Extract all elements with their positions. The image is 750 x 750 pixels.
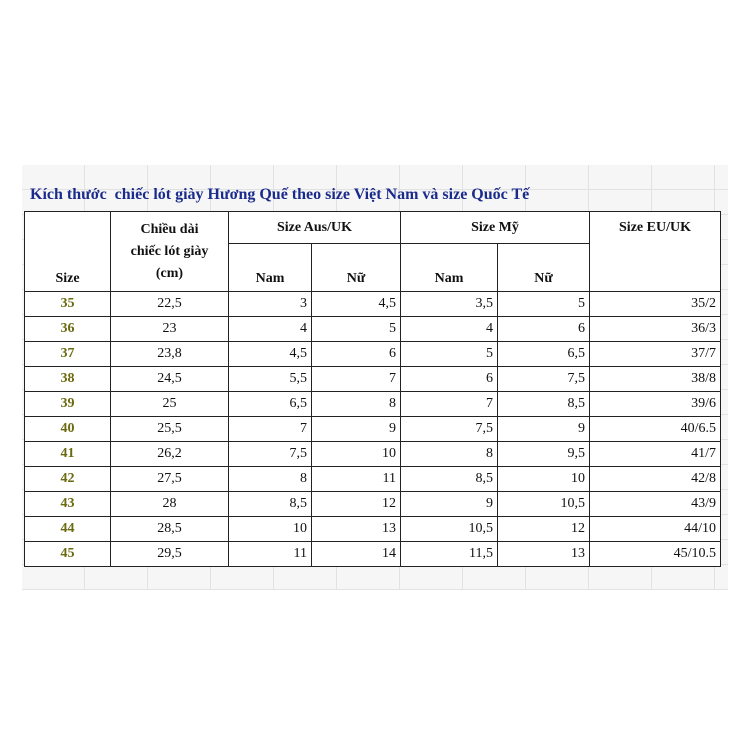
table-row [25, 317, 721, 342]
size-cell: 41 [25, 442, 111, 467]
my-nu-cell: 9 [498, 417, 590, 442]
aus-nam-cell: 10 [229, 517, 312, 542]
header-my-nam: Nam [401, 244, 498, 292]
header-size: Size [25, 212, 111, 292]
aus-nam-cell: 7,5 [229, 442, 312, 467]
length-cell: 25 [111, 392, 229, 417]
length-cell: 24,5 [111, 367, 229, 392]
size-cell: 36 [25, 317, 111, 342]
length-cell: 23,8 [111, 342, 229, 367]
eu-uk-cell: 39/6 [590, 392, 721, 417]
table-body [25, 292, 721, 567]
aus-nu-cell: 5 [312, 317, 401, 342]
my-nu-cell: 6,5 [498, 342, 590, 367]
aus-nam-cell: 5,5 [229, 367, 312, 392]
my-nu-cell: 9,5 [498, 442, 590, 467]
aus-nu-cell: 8 [312, 392, 401, 417]
aus-nam-cell: 7 [229, 417, 312, 442]
eu-uk-cell: 43/9 [590, 492, 721, 517]
my-nam-cell: 8 [401, 442, 498, 467]
my-nu-cell: 12 [498, 517, 590, 542]
aus-nu-cell: 4,5 [312, 292, 401, 317]
header-aus-nam: Nam [229, 244, 312, 292]
size-cell: 45 [25, 542, 111, 567]
aus-nam-cell: 8 [229, 467, 312, 492]
my-nu-cell: 13 [498, 542, 590, 567]
size-cell: 38 [25, 367, 111, 392]
size-cell: 44 [25, 517, 111, 542]
eu-uk-cell: 42/8 [590, 467, 721, 492]
my-nam-cell: 7,5 [401, 417, 498, 442]
aus-nam-cell: 8,5 [229, 492, 312, 517]
my-nam-cell: 10,5 [401, 517, 498, 542]
length-cell: 25,5 [111, 417, 229, 442]
header-length [111, 212, 229, 292]
my-nu-cell: 6 [498, 317, 590, 342]
length-cell: 28 [111, 492, 229, 517]
header-eu-uk: Size EU/UK [590, 212, 721, 292]
eu-uk-cell: 40/6.5 [590, 417, 721, 442]
my-nam-cell: 7 [401, 392, 498, 417]
my-nu-cell: 10,5 [498, 492, 590, 517]
eu-uk-cell: 35/2 [590, 292, 721, 317]
table-row [25, 292, 721, 317]
my-nu-cell: 10 [498, 467, 590, 492]
my-nam-cell: 3,5 [401, 292, 498, 317]
aus-nu-cell: 10 [312, 442, 401, 467]
my-nu-cell: 7,5 [498, 367, 590, 392]
table-row [25, 417, 721, 442]
aus-nu-cell: 7 [312, 367, 401, 392]
size-cell: 43 [25, 492, 111, 517]
size-cell: 35 [25, 292, 111, 317]
table-title: Kích thước chiếc lót giày Hương Quế theo size Việt Nam và size Quốc Tế [30, 186, 530, 203]
table-row [25, 467, 721, 492]
aus-nam-cell: 3 [229, 292, 312, 317]
aus-nu-cell: 11 [312, 467, 401, 492]
length-cell: 22,5 [111, 292, 229, 317]
table-row [25, 342, 721, 367]
aus-nu-cell: 14 [312, 542, 401, 567]
eu-uk-cell: 36/3 [590, 317, 721, 342]
my-nam-cell: 8,5 [401, 467, 498, 492]
table-header [25, 212, 721, 292]
table-row [25, 492, 721, 517]
eu-uk-cell: 45/10.5 [590, 542, 721, 567]
header-my-nu: Nữ [498, 244, 590, 292]
size-cell: 37 [25, 342, 111, 367]
aus-nu-cell: 9 [312, 417, 401, 442]
eu-uk-cell: 37/7 [590, 342, 721, 367]
length-cell: 26,2 [111, 442, 229, 467]
aus-nam-cell: 6,5 [229, 392, 312, 417]
length-cell: 29,5 [111, 542, 229, 567]
header-length-line3: (cm) [155, 265, 184, 281]
header-length-line2: chiếc lót giày [130, 243, 209, 259]
aus-nam-cell: 11 [229, 542, 312, 567]
my-nam-cell: 6 [401, 367, 498, 392]
my-nu-cell: 5 [498, 292, 590, 317]
size-chart-table [24, 211, 721, 567]
my-nam-cell: 9 [401, 492, 498, 517]
length-cell: 23 [111, 317, 229, 342]
header-aus-nu: Nữ [312, 244, 401, 292]
table-row [25, 367, 721, 392]
my-nam-cell: 11,5 [401, 542, 498, 567]
table-row [25, 442, 721, 467]
table-row [25, 392, 721, 417]
table-row [25, 542, 721, 567]
length-cell: 28,5 [111, 517, 229, 542]
table-row [25, 517, 721, 542]
length-cell: 27,5 [111, 467, 229, 492]
size-cell: 40 [25, 417, 111, 442]
eu-uk-cell: 41/7 [590, 442, 721, 467]
header-length-line1: Chiều dài [140, 221, 199, 237]
aus-nu-cell: 6 [312, 342, 401, 367]
aus-nam-cell: 4,5 [229, 342, 312, 367]
header-size-my: Size Mỹ [401, 212, 590, 244]
aus-nu-cell: 13 [312, 517, 401, 542]
my-nam-cell: 4 [401, 317, 498, 342]
aus-nam-cell: 4 [229, 317, 312, 342]
header-aus-uk: Size Aus/UK [229, 212, 401, 244]
eu-uk-cell: 38/8 [590, 367, 721, 392]
size-cell: 42 [25, 467, 111, 492]
aus-nu-cell: 12 [312, 492, 401, 517]
eu-uk-cell: 44/10 [590, 517, 721, 542]
my-nam-cell: 5 [401, 342, 498, 367]
size-cell: 39 [25, 392, 111, 417]
my-nu-cell: 8,5 [498, 392, 590, 417]
